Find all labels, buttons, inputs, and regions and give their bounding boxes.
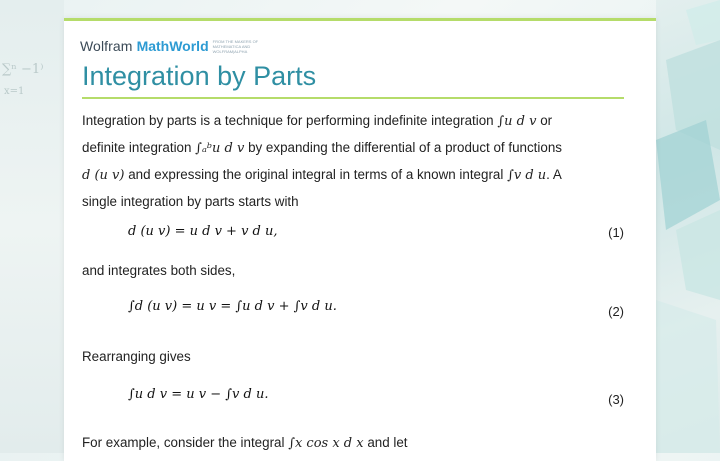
title-divider bbox=[82, 97, 624, 99]
math-inline: ∫v d u bbox=[507, 168, 547, 183]
equation-3: ∫u d v = u v − ∫v d u. bbox=[128, 387, 269, 402]
background-right-panel bbox=[656, 0, 720, 453]
intro-text: single integration by parts starts with bbox=[82, 194, 299, 209]
background-scribble: x=1 bbox=[4, 86, 25, 97]
math-inline: ∫u d v bbox=[497, 114, 537, 129]
equation-1: d (u v) = u d v + v d u, bbox=[128, 224, 278, 239]
equation-2: ∫d (u v) = u v = ∫u d v + ∫v d u. bbox=[128, 299, 337, 314]
paragraph-rearranging: Rearranging gives bbox=[82, 349, 191, 364]
decorative-shapes bbox=[656, 0, 720, 453]
math-inline: ∫ₐᵇu d v bbox=[195, 141, 245, 156]
example-text: and let bbox=[367, 435, 408, 450]
brand-name: Wolfram bbox=[80, 38, 133, 54]
background-left-panel bbox=[0, 0, 64, 453]
brand-product: MathWorld bbox=[136, 38, 209, 54]
intro-paragraph bbox=[82, 108, 627, 215]
math-inline: ∫x cos x d x bbox=[288, 436, 364, 451]
site-logo[interactable] bbox=[80, 38, 273, 54]
intro-text: . A bbox=[546, 167, 562, 182]
intro-text: or bbox=[540, 113, 553, 128]
intro-text: by expanding the differential of a product of functions bbox=[248, 140, 562, 155]
math-inline: d (u v) bbox=[82, 168, 125, 183]
intro-text: and expressing the original integral in terms of a known integral bbox=[128, 167, 504, 182]
brand-tagline: FROM THE MAKERS OF MATHEMATICA AND WOLFRAM|ALPHA bbox=[212, 38, 259, 54]
example-text: For example, consider the integral bbox=[82, 435, 285, 450]
background-scribble: ∑ⁿ −1⁾ bbox=[2, 62, 44, 77]
equation-number: (1) bbox=[608, 225, 624, 240]
equation-number: (3) bbox=[608, 392, 624, 407]
equation-number: (2) bbox=[608, 304, 624, 319]
page-title: Integration by Parts bbox=[82, 61, 317, 91]
intro-text: Integration by parts is a technique for performing indefinite integration bbox=[82, 113, 494, 128]
article-card bbox=[64, 18, 656, 461]
intro-text: definite integration bbox=[82, 140, 192, 155]
paragraph-integrate: and integrates both sides, bbox=[82, 263, 236, 278]
